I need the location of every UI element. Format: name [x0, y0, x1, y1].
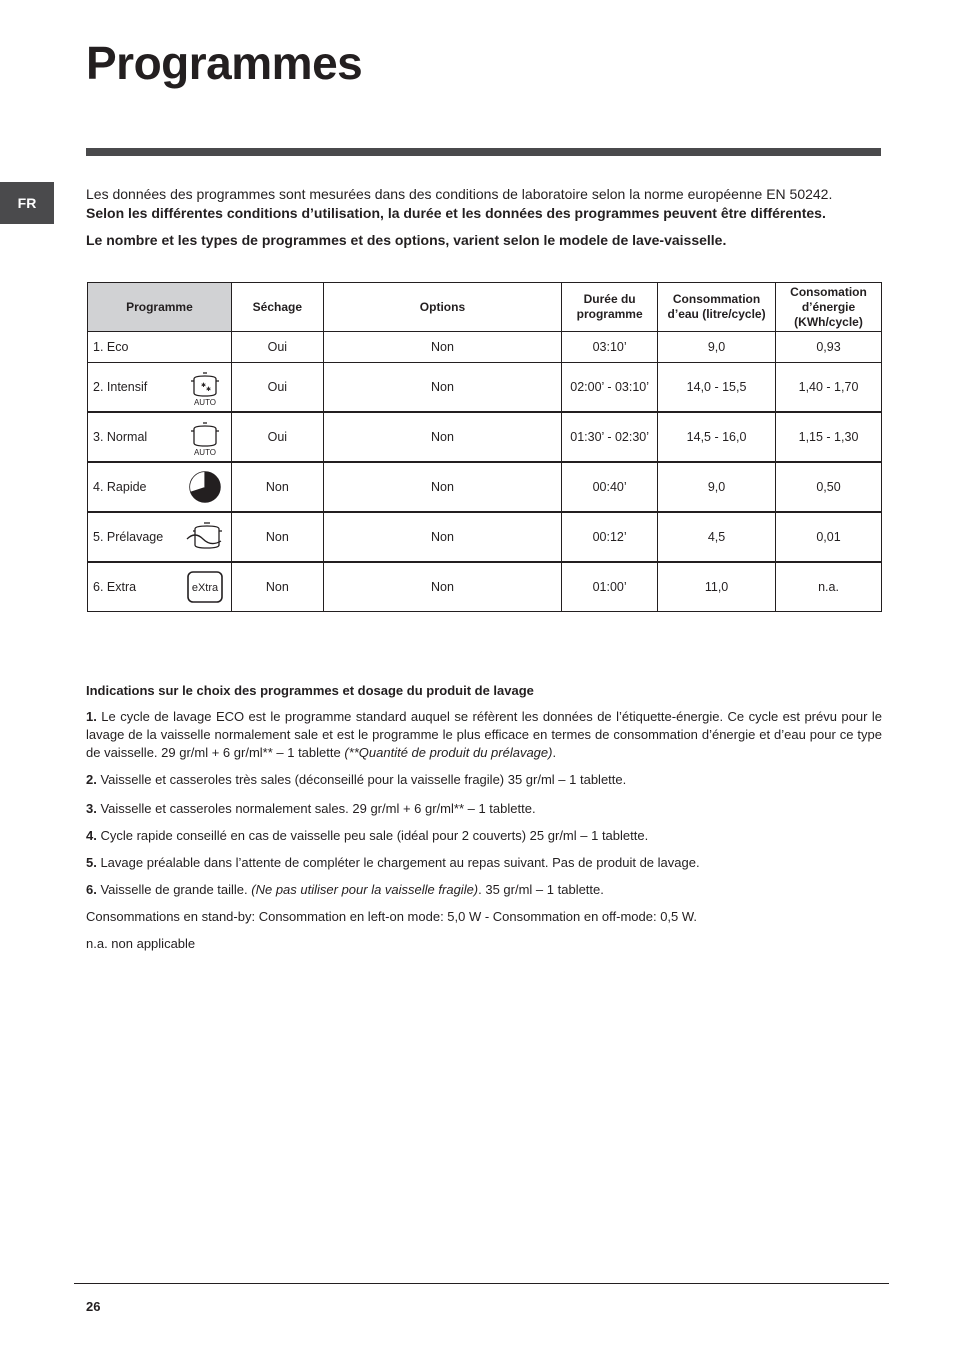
table-row: [88, 562, 882, 612]
footer-divider: [74, 1283, 889, 1284]
guide-item: 6. Vaisselle de grande taille. (Ne pas utiliser pour la vaisselle fragile). 35 gr/ml – 1 tablette.: [86, 882, 604, 897]
guide-item: 3. Vaisselle et casseroles normalement sales. 29 gr/ml + 6 gr/ml** – 1 tablette.: [86, 801, 536, 816]
programme-guide: [86, 682, 882, 962]
sechage-cell: Non: [231, 462, 323, 512]
intro-line-1: Les données des programmes sont mesurées dans des conditions de laboratoire selon la norme européenne EN 50242.: [86, 186, 833, 202]
duree-cell: 00:12’: [562, 512, 658, 562]
title-divider: [86, 148, 881, 156]
duree-cell: 01:00’: [562, 562, 658, 612]
energie-cell: 0,93: [776, 332, 882, 363]
programmes-table: [87, 282, 882, 612]
language-tab: FR: [0, 182, 54, 224]
normal-pot-auto-icon: [185, 417, 225, 457]
intro-line-2: Selon les différentes conditions d’utilisation, la durée et les données des programmes peuvent être différentes.: [86, 205, 826, 221]
programme-name: 3. Normal AUTO: [88, 412, 232, 462]
sechage-cell: Oui: [231, 363, 323, 413]
programme-name: 2. Intensif ✱ ✱ AUTO: [88, 363, 232, 413]
programme-name: 5. Prélavage: [88, 512, 232, 562]
energie-cell: 0,01: [776, 512, 882, 562]
table-row: [88, 363, 882, 413]
svg-text:AUTO: AUTO: [193, 398, 216, 407]
table-row: [88, 462, 882, 512]
options-cell: Non: [323, 562, 561, 612]
intensive-pot-auto-icon: [185, 367, 225, 407]
eau-cell: 9,0: [658, 462, 776, 512]
options-cell: Non: [323, 462, 561, 512]
programme-name: 1. Eco: [88, 332, 232, 363]
table-row: [88, 412, 882, 462]
programme-name: 6. Extra eXtra: [88, 562, 232, 612]
guide-item: 5. Lavage préalable dans l’attente de compléter le chargement au repas suivant. Pas de produit de lavage.: [86, 855, 700, 870]
table-header-row: [88, 283, 882, 332]
guide-title: Indications sur le choix des programmes et dosage du produit de lavage: [86, 683, 534, 698]
energie-cell: 0,50: [776, 462, 882, 512]
options-cell: Non: [323, 332, 561, 363]
sechage-cell: Non: [231, 512, 323, 562]
sechage-cell: Oui: [231, 332, 323, 363]
eau-cell: 14,0 - 15,5: [658, 363, 776, 413]
duree-cell: 01:30’ - 02:30’: [562, 412, 658, 462]
svg-text:AUTO: AUTO: [193, 448, 216, 457]
col-header-duree: Durée du programme: [562, 283, 658, 332]
options-cell: Non: [323, 363, 561, 413]
svg-text:eXtra: eXtra: [191, 582, 219, 594]
svg-text:✱: ✱: [200, 382, 206, 389]
duree-cell: 00:40’: [562, 462, 658, 512]
rapid-clock-icon: [185, 467, 225, 507]
page-title: Programmes: [86, 37, 363, 89]
options-cell: Non: [323, 512, 561, 562]
eau-cell: 14,5 - 16,0: [658, 412, 776, 462]
col-header-energie: Consomation d’énergie (KWh/cycle): [776, 283, 882, 332]
svg-text:✱: ✱: [205, 386, 211, 393]
extra-icon: [185, 567, 225, 607]
energie-cell: 1,40 - 1,70: [776, 363, 882, 413]
energie-cell: 1,15 - 1,30: [776, 412, 882, 462]
guide-item: 4. Cycle rapide conseillé en cas de vaisselle peu sale (idéal pour 2 couverts) 25 gr/ml – 1 tablette.: [86, 828, 649, 843]
sechage-cell: Non: [231, 562, 323, 612]
col-header-programme: Programme: [88, 283, 232, 332]
sechage-cell: Oui: [231, 412, 323, 462]
guide-item: 2. Vaisselle et casseroles très sales (déconseillé pour la vaisselle fragile) 35 gr/ml – 1 tablette.: [86, 772, 627, 787]
col-header-eau: Consommation d’eau (litre/cycle): [658, 283, 776, 332]
duree-cell: 02:00’ - 03:10’: [562, 363, 658, 413]
intro-text: [86, 185, 886, 250]
eau-cell: 4,5: [658, 512, 776, 562]
options-cell: Non: [323, 412, 561, 462]
table-row: [88, 332, 882, 363]
eau-cell: 9,0: [658, 332, 776, 363]
eau-cell: 11,0: [658, 562, 776, 612]
standby-note: Consommations en stand-by: Consommation en left-on mode: 5,0 W - Consommation en off-mode: 0,5 W.: [86, 909, 698, 924]
page-number: 26: [86, 1299, 101, 1314]
programme-name: 4. Rapide: [88, 462, 232, 512]
energie-cell: n.a.: [776, 562, 882, 612]
col-header-sechage: Séchage: [231, 283, 323, 332]
prewash-pot-icon: [185, 517, 225, 557]
na-note: n.a. non applicable: [86, 936, 196, 951]
duree-cell: 03:10’: [562, 332, 658, 363]
intro-line-3: Le nombre et les types de programmes et des options, varient selon le modele de lave-vaisselle.: [86, 232, 727, 248]
col-header-options: Options: [323, 283, 561, 332]
table-row: [88, 512, 882, 562]
guide-item: 1. Le cycle de lavage ECO est le programme standard auquel se réfèrent les données de l’étiquette-énergie. Ce cycle est prévu pour le lavage de la vaisselle normalement sale et est le programme le plus efficace en termes de consommation d’énergie et d’eau pour ce type de vaisselle. 29 gr/ml + 6 gr/ml** – 1 tablette (**Quantité de produit du prélavage).: [86, 709, 882, 760]
